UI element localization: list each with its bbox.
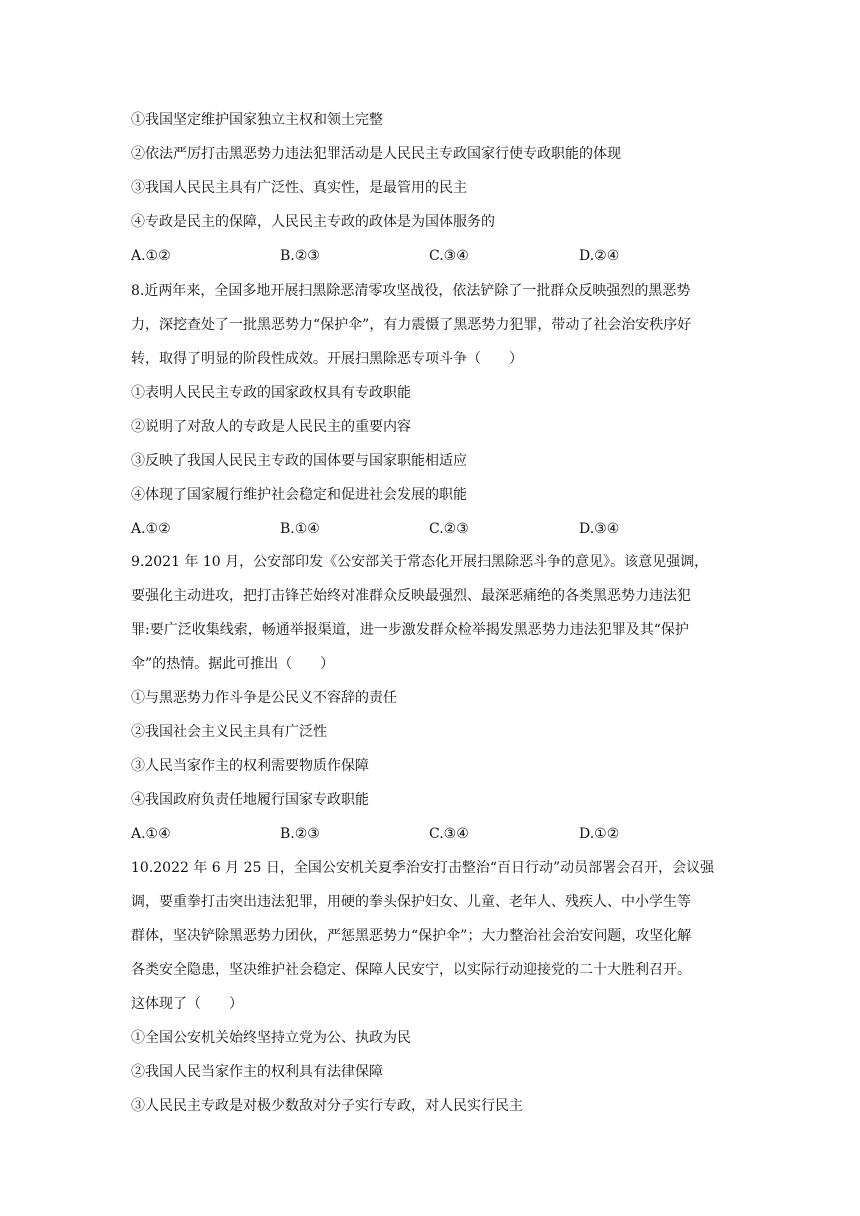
q7-option-c: C.③④ bbox=[429, 248, 469, 264]
q7-options bbox=[131, 246, 731, 266]
q9-stem-line-2: 要强化主动进攻，把打击锋芒始终对准群众反映最强烈、最深恶痛绝的各类黑恶势力违法犯 bbox=[131, 588, 691, 604]
q7-item-3: ③我国人民民主具有广泛性、真实性，是最管用的民主 bbox=[131, 180, 467, 196]
q9-item-4: ④我国政府负责任地履行国家专政职能 bbox=[131, 792, 369, 808]
q7-option-a: A.①② bbox=[131, 248, 171, 264]
q8-stem-line-3: 转，取得了明显的阶段性成效。开展扫黑除恶专项斗争（ ） bbox=[131, 351, 523, 367]
q10-item-3: ③人民民主专政是对极少数敌对分子实行专政，对人民实行民主 bbox=[131, 1098, 523, 1114]
q9-option-a: A.①④ bbox=[131, 826, 171, 842]
q8-options bbox=[131, 519, 731, 539]
q8-stem-line-2: 力，深挖查处了一批黑恶势力“保护伞”，有力震慑了黑恶势力犯罪，带动了社会治安秩序好 bbox=[131, 317, 692, 333]
q10-item-1: ①全国公安机关始终坚持立党为公、执政为民 bbox=[131, 1030, 411, 1046]
q9-option-d: D.①② bbox=[579, 826, 620, 842]
q7-option-b: B.②③ bbox=[280, 248, 320, 264]
q9-stem-line-3: 罪:要广泛收集线索，畅通举报渠道，进一步激发群众检举揭发黑恶势力违法犯罪及其“保护 bbox=[131, 622, 689, 638]
q7-item-1: ①我国坚定维护国家独立主权和领土完整 bbox=[131, 112, 383, 128]
q9-stem-line-4: 伞”的热情。据此可推出（ ） bbox=[131, 656, 335, 672]
q8-item-1: ①表明人民民主专政的国家政权具有专政职能 bbox=[131, 385, 411, 401]
q8-option-b: B.①④ bbox=[280, 521, 320, 537]
q8-item-2: ②说明了对敌人的专政是人民民主的重要内容 bbox=[131, 419, 411, 435]
q10-stem-line-1: 10.2022 年 6 月 25 日，全国公安机关夏季治安打击整治“百日行动”动员部署会召开，会议强 bbox=[131, 860, 715, 876]
q9-option-c: C.③④ bbox=[429, 826, 469, 842]
q7-option-d: D.②④ bbox=[579, 248, 620, 264]
q8-option-d: D.③④ bbox=[579, 521, 620, 537]
q10-item-2: ②我国人民当家作主的权利具有法律保障 bbox=[131, 1064, 383, 1080]
q8-option-a: A.①② bbox=[131, 521, 171, 537]
q9-stem-line-1: 9.2021 年 10 月，公安部印发《公安部关于常态化开展扫黑除恶斗争的意见》。该意见强调， bbox=[131, 554, 709, 570]
q7-item-4: ④专政是民主的保障，人民民主专政的政体是为国体服务的 bbox=[131, 214, 495, 230]
q8-stem-line-1: 8.近两年来，全国多地开展扫黑除恶清零攻坚战役，依法铲除了一批群众反映强烈的黑恶势 bbox=[131, 283, 691, 299]
q9-option-b: B.②③ bbox=[280, 826, 320, 842]
q10-stem-line-5: 这体现了（ ） bbox=[131, 996, 243, 1012]
q9-item-1: ①与黑恶势力作斗争是公民义不容辞的责任 bbox=[131, 690, 397, 706]
q8-item-4: ④体现了国家履行维护社会稳定和促进社会发展的职能 bbox=[131, 487, 467, 503]
q9-item-3: ③人民当家作主的权利需要物质作保障 bbox=[131, 758, 369, 774]
q10-stem-line-4: 各类安全隐患，坚决维护社会稳定、保障人民安宁，以实际行动迎接党的二十大胜利召开。 bbox=[131, 962, 691, 978]
q10-stem-line-2: 调，要重拳打击突出违法犯罪，用硬的拳头保护妇女、儿童、老年人、残疾人、中小学生等 bbox=[131, 894, 691, 910]
q7-item-2: ②依法严厉打击黑恶势力违法犯罪活动是人民民主专政国家行使专政职能的体现 bbox=[131, 146, 621, 162]
q9-item-2: ②我国社会主义民主具有广泛性 bbox=[131, 724, 327, 740]
q9-options bbox=[131, 824, 731, 844]
q8-option-c: C.②③ bbox=[429, 521, 469, 537]
q10-stem-line-3: 群体，坚决铲除黑恶势力团伙，严惩黑恶势力“保护伞”；大力整治社会治安问题，攻坚化解 bbox=[131, 928, 692, 944]
q8-item-3: ③反映了我国人民民主专政的国体要与国家职能相适应 bbox=[131, 453, 467, 469]
